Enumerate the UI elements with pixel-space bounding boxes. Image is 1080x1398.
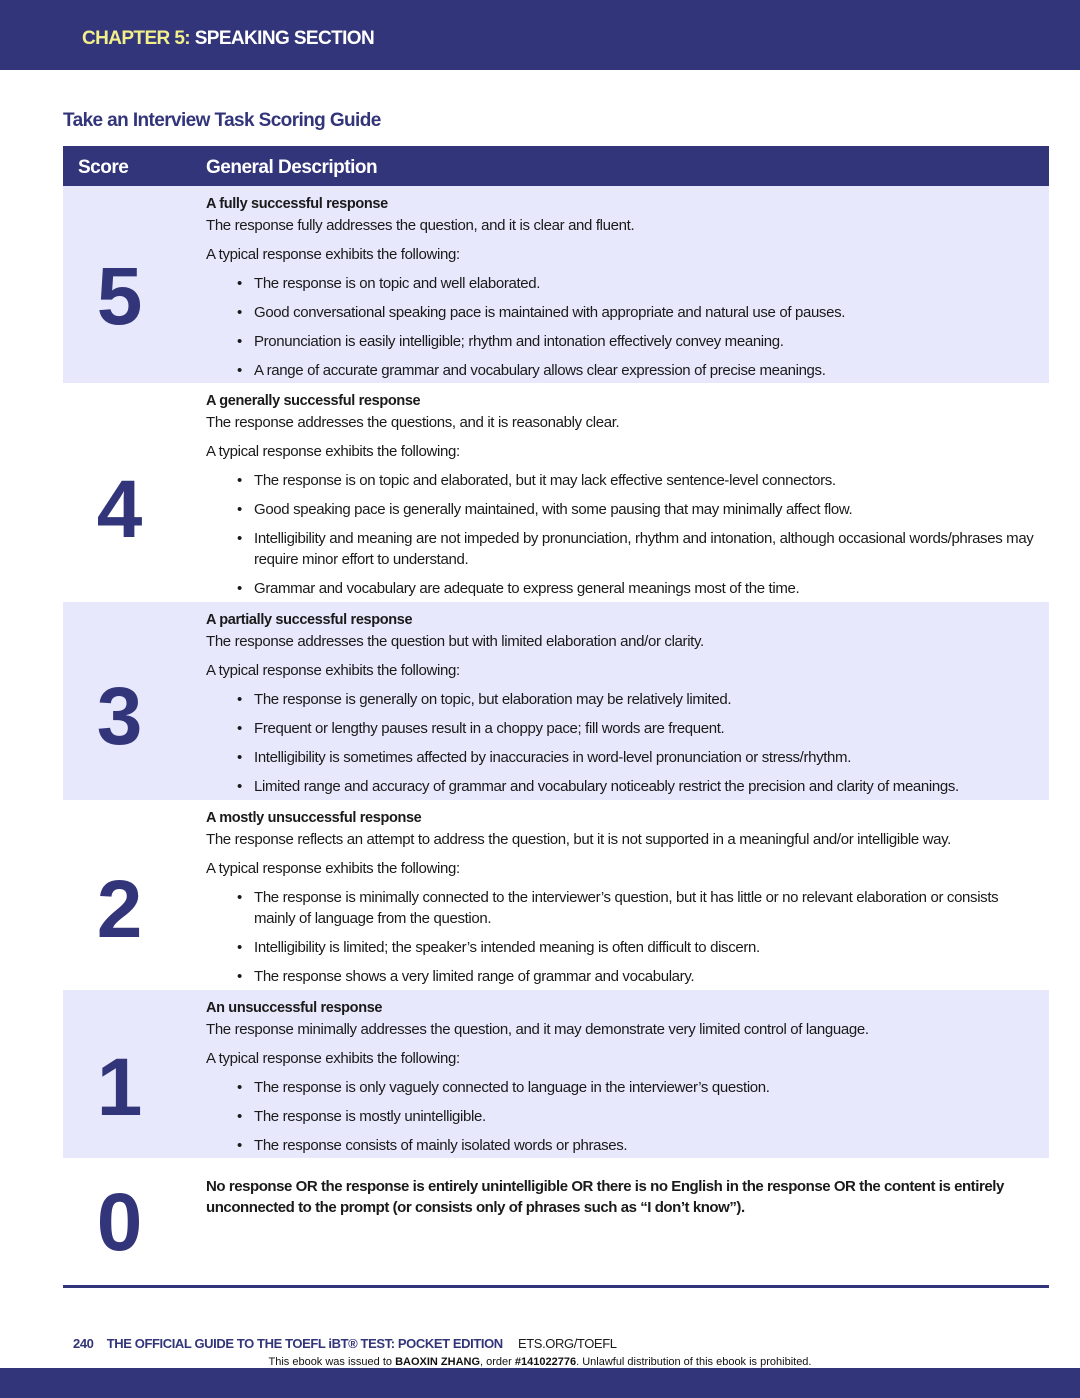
score-description <box>206 391 1041 607</box>
list-item: • A range of accurate grammar and vocabulary allows clear expression of precise meanings. <box>206 360 1041 381</box>
list-item: • Intelligibility is sometimes affected by inaccuracies in word-level pronunciation or stress/rhythm. <box>206 747 1041 768</box>
score-description <box>206 194 1041 389</box>
list-item: • Good speaking pace is generally maintained, with some pausing that may minimally affect flow. <box>206 499 1041 520</box>
criteria-list <box>206 1077 1041 1156</box>
description-lead: The response reflects an attempt to address the question, but it is not supported in a meaningful and/or intelligible way. <box>206 831 951 848</box>
typical-intro: A typical response exhibits the following: <box>206 443 460 460</box>
description-heading: A partially successful response <box>206 612 413 628</box>
list-item: • Intelligibility is limited; the speaker’s intended meaning is often difficult to discern. <box>206 937 1041 958</box>
criteria-list <box>206 273 1041 381</box>
description-heading: An unsuccessful response <box>206 1000 383 1016</box>
score-row-5 <box>63 186 1049 383</box>
typical-intro: A typical response exhibits the following: <box>206 662 460 679</box>
score-value: 4 <box>96 464 140 555</box>
notice-suffix: . Unlawful distribution of this ebook is prohibited. <box>576 1356 812 1368</box>
criteria-list <box>206 470 1041 599</box>
score-value: 0 <box>96 1177 140 1268</box>
footer-divider <box>63 1285 1049 1288</box>
chapter-heading <box>82 28 374 50</box>
criteria-list <box>206 887 1041 987</box>
list-item: • Frequent or lengthy pauses result in a choppy pace; fill words are frequent. <box>206 718 1041 739</box>
list-item: • Good conversational speaking pace is maintained with appropriate and natural use of pauses. <box>206 302 1041 323</box>
list-item: • The response is mostly unintelligible. <box>206 1106 1041 1127</box>
notice-order: #141022776 <box>514 1356 577 1368</box>
score-description <box>206 610 1041 805</box>
list-item: • The response is minimally connected to the interviewer’s question, but it has little or no relevant elaboration or consists mainly of language from the question. <box>206 887 1041 929</box>
score-column-header: Score <box>78 157 129 178</box>
page-number: 240 <box>73 1336 94 1351</box>
scoring-table <box>63 146 1049 1268</box>
description-heading: A mostly unsuccessful response <box>206 810 422 826</box>
guide-title: Take an Interview Task Scoring Guide <box>63 110 381 131</box>
typical-intro: A typical response exhibits the following: <box>206 860 460 877</box>
list-item: • Grammar and vocabulary are adequate to express general meanings most of the time. <box>206 578 1041 599</box>
list-item: • The response is on topic and well elaborated. <box>206 273 1041 294</box>
header-bar <box>0 0 1080 70</box>
description-lead: The response addresses the question but with limited elaboration and/or clarity. <box>206 633 704 650</box>
list-item: • The response shows a very limited range of grammar and vocabulary. <box>206 966 1041 987</box>
score-description <box>206 808 1041 995</box>
bottom-bar <box>0 1368 1080 1398</box>
score-value: 2 <box>96 864 140 955</box>
list-item: • The response is on topic and elaborated, but it may lack effective sentence-level connectors. <box>206 470 1041 491</box>
chapter-title: SPEAKING SECTION <box>194 28 375 49</box>
list-item: • Limited range and accuracy of grammar and vocabulary noticeably restrict the precision and clarity of meanings. <box>206 776 1041 797</box>
distribution-notice <box>0 1356 1080 1368</box>
score-row-1 <box>63 990 1049 1158</box>
description-heading: A fully successful response <box>206 196 388 212</box>
description-lead: The response minimally addresses the question, and it may demonstrate very limited control of language. <box>206 1021 869 1038</box>
book-title: THE OFFICIAL GUIDE TO THE TOEFL iBT® TEST: POCKET EDITION <box>106 1336 503 1351</box>
notice-middle: , order <box>480 1356 515 1368</box>
score-value: 3 <box>96 671 140 762</box>
criteria-list <box>206 689 1041 797</box>
score-description: No response OR the response is entirely unintelligible OR there is no English in the response OR the content is entirely unconnected to the prompt (or consists only of phrases such as “I don’t know”). <box>206 1178 1004 1216</box>
notice-prefix: This ebook was issued to <box>268 1356 396 1368</box>
list-item: • The response is generally on topic, but elaboration may be relatively limited. <box>206 689 1041 710</box>
score-value: 1 <box>96 1042 140 1133</box>
table-header <box>63 146 1049 186</box>
score-row-2 <box>63 800 1049 990</box>
chapter-number: CHAPTER 5: <box>82 28 191 49</box>
page-footer <box>73 1336 617 1351</box>
list-item: • The response is only vaguely connected to language in the interviewer’s question. <box>206 1077 1041 1098</box>
list-item: • Pronunciation is easily intelligible; rhythm and intonation effectively convey meaning. <box>206 331 1041 352</box>
typical-intro: A typical response exhibits the following: <box>206 1050 460 1067</box>
site-link[interactable]: ETS.ORG/TOEFL <box>518 1336 617 1351</box>
description-heading: A generally successful response <box>206 393 421 409</box>
description-lead: The response addresses the questions, and it is reasonably clear. <box>206 414 620 431</box>
notice-name: BAOXIN ZHANG <box>395 1356 481 1368</box>
score-row-4 <box>63 383 1049 602</box>
description-column-header: General Description <box>206 157 378 178</box>
score-row-0 <box>63 1158 1049 1268</box>
list-item: • The response consists of mainly isolated words or phrases. <box>206 1135 1041 1156</box>
typical-intro: A typical response exhibits the following: <box>206 246 460 263</box>
list-item: • Intelligibility and meaning are not impeded by pronunciation, rhythm and intonation, although occasional words/phrases may require minor effort to understand. <box>206 528 1041 570</box>
score-value: 5 <box>96 251 140 342</box>
description-lead: The response fully addresses the question, and it is clear and fluent. <box>206 217 635 234</box>
score-row-3 <box>63 602 1049 800</box>
score-description <box>206 998 1041 1164</box>
